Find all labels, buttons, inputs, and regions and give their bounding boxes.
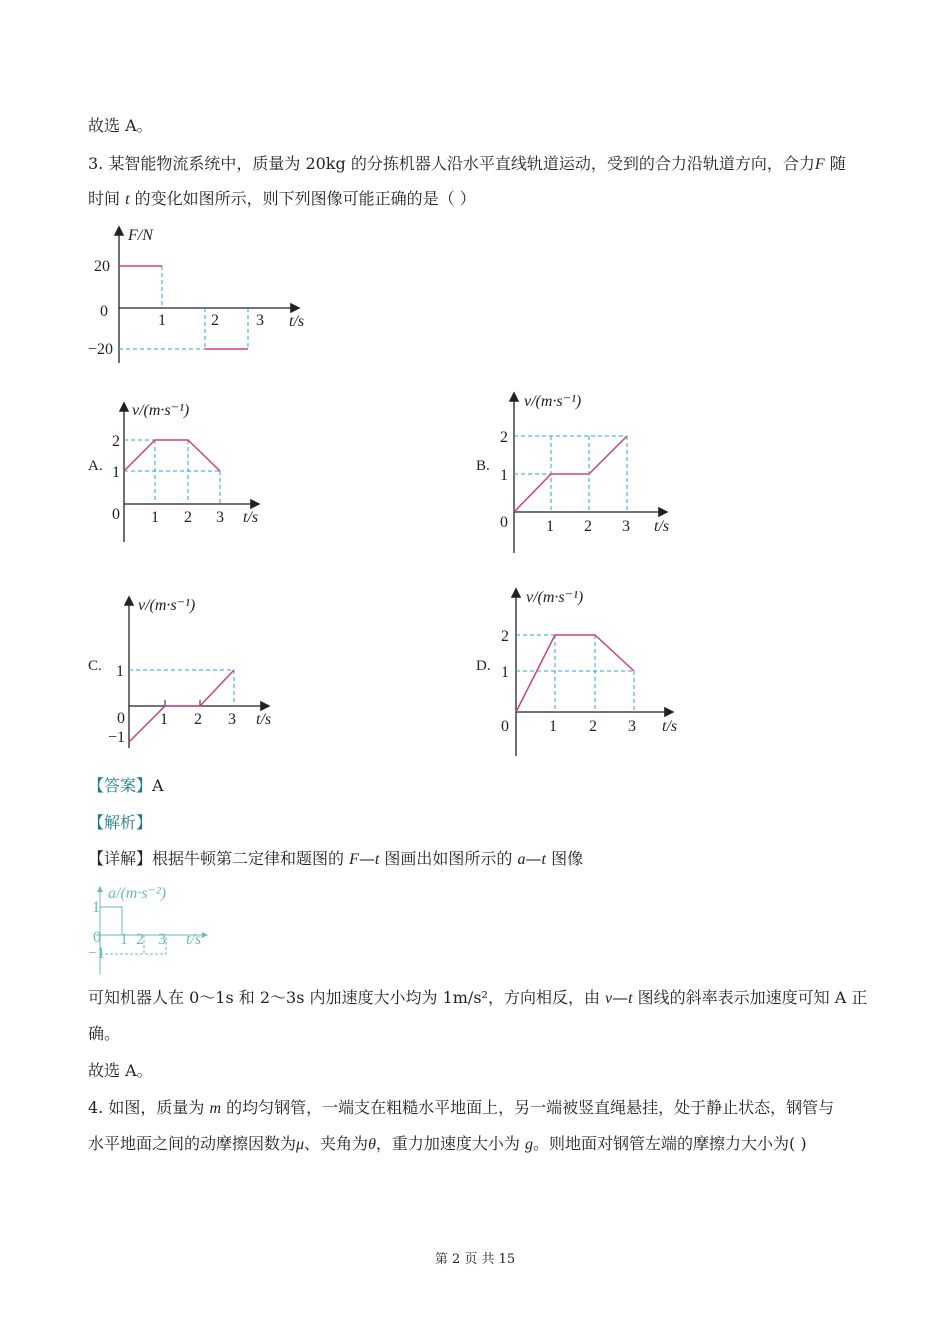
svg-text:−1: −1: [108, 729, 126, 746]
svg-text:t/s: t/s: [662, 718, 678, 735]
y-axis-label: F/N: [128, 227, 153, 244]
svg-text:2: 2: [194, 711, 202, 728]
svg-text:3: 3: [228, 711, 236, 728]
svg-text:1: 1: [549, 718, 557, 735]
option-d-graph[interactable]: [496, 584, 692, 758]
prev-answer-line: 故选 A。: [88, 116, 153, 135]
svg-text:3: 3: [158, 931, 166, 948]
svg-text:1: 1: [501, 664, 509, 681]
svg-text:2: 2: [500, 429, 508, 446]
y-tick-0: 0: [100, 303, 108, 320]
y-tick-neg20: −20: [88, 341, 114, 358]
svg-text:1: 1: [546, 518, 554, 535]
x-tick-3: 3: [256, 312, 264, 329]
option-b-graph[interactable]: [496, 388, 686, 556]
svg-text:2: 2: [589, 718, 597, 735]
a-t-graph: [86, 882, 216, 976]
svg-text:1: 1: [160, 711, 168, 728]
svg-text:1: 1: [112, 464, 120, 481]
option-d-label: D.: [476, 658, 491, 674]
conclusion-line-1: 可知机器人在 0～1s 和 2～3s 内加速度大小均为 1m/s²，方向相反，由 v—t 图线的斜率表示加速度可知 A 正: [88, 988, 868, 1007]
option-a-graph[interactable]: [108, 398, 278, 546]
x-tick-2: 2: [211, 312, 219, 329]
svg-text:−1: −1: [88, 945, 106, 962]
svg-text:1: 1: [500, 467, 508, 484]
x-axis-label: t/s: [289, 313, 305, 330]
conclusion-line-2: 确。: [88, 1024, 121, 1043]
detail-line: 【详解】根据牛顿第二定律和题图的 F—t 图画出如图所示的 a—t 图像: [88, 849, 584, 868]
svg-text:t/s: t/s: [186, 931, 202, 948]
page-footer: 第 2 页 共 15: [434, 1252, 516, 1267]
option-b-label: B.: [476, 458, 490, 474]
option-c-label: C.: [88, 658, 102, 674]
svg-text:v/(m·s⁻¹): v/(m·s⁻¹): [524, 393, 582, 410]
svg-text:0: 0: [93, 929, 101, 946]
svg-text:0: 0: [117, 710, 125, 727]
q3-line-2: 时间 t 的变化如图所示，则下列图像可能正确的是（ ）: [88, 189, 476, 208]
svg-text:v/(m·s⁻¹): v/(m·s⁻¹): [138, 597, 196, 614]
q4-line-1: 4. 如图，质量为 m 的均匀钢管，一端支在粗糙水平地面上，另一端被竖直绳悬挂，处于静止状态，钢管与: [88, 1098, 835, 1117]
f-t-graph: [80, 220, 320, 365]
svg-text:t/s: t/s: [256, 711, 272, 728]
analysis-heading: 【解析】: [88, 813, 153, 832]
svg-text:1: 1: [151, 509, 159, 526]
svg-text:3: 3: [216, 509, 224, 526]
option-a-curve: [124, 440, 220, 471]
svg-text:1: 1: [120, 931, 128, 948]
y-tick-20: 20: [94, 258, 110, 275]
option-d-curve: [516, 635, 634, 712]
svg-text:t/s: t/s: [654, 518, 670, 535]
svg-text:0: 0: [112, 506, 120, 523]
svg-text:3: 3: [628, 718, 636, 735]
q4-line-2: 水平地面之间的动摩擦因数为μ、夹角为θ，重力加速度大小为 g。则地面对钢管左端的摩擦力大小为( ): [88, 1134, 807, 1153]
option-a-label: A.: [88, 458, 103, 474]
answer-tag: 【答案】: [88, 776, 153, 795]
answer-value: A: [152, 776, 164, 795]
x-tick-1: 1: [158, 312, 166, 329]
svg-text:3: 3: [622, 518, 630, 535]
svg-text:2: 2: [584, 518, 592, 535]
svg-text:t/s: t/s: [243, 509, 259, 526]
svg-text:v/(m·s⁻¹): v/(m·s⁻¹): [526, 589, 584, 606]
final-answer-line: 故选 A。: [88, 1061, 153, 1080]
a-ylabel: v/(m·s⁻¹): [132, 402, 190, 419]
svg-text:2: 2: [184, 509, 192, 526]
q3-line-1: 3. 某智能物流系统中，质量为 20kg 的分拣机器人沿水平直线轨道运动，受到的合力沿轨道方向，合力F 随: [88, 154, 846, 173]
svg-text:0: 0: [500, 514, 508, 531]
svg-text:2: 2: [112, 433, 120, 450]
svg-text:0: 0: [501, 718, 509, 735]
svg-text:1: 1: [116, 663, 124, 680]
answer-line: [88, 776, 164, 796]
option-c-graph[interactable]: [108, 592, 288, 752]
svg-text:1: 1: [92, 899, 100, 916]
svg-text:2: 2: [501, 628, 509, 645]
svg-text:a/(m·s⁻²): a/(m·s⁻²): [108, 885, 167, 902]
svg-text:2: 2: [136, 931, 144, 948]
